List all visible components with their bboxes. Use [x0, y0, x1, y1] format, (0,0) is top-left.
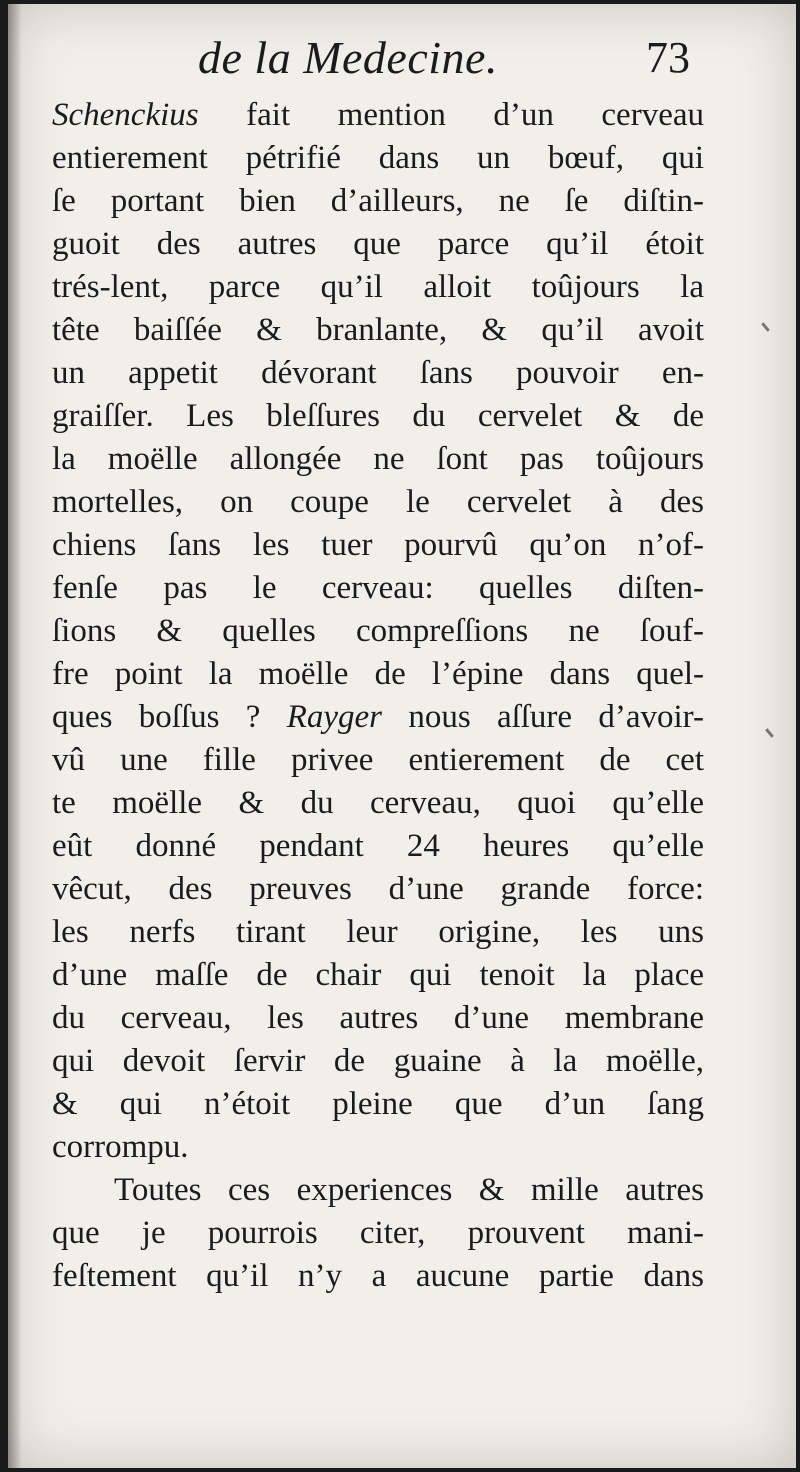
page-header: [8, 32, 796, 92]
text-line: du cerveau, les autres d’une membrane: [52, 1000, 704, 1036]
text-line: chiens ſans les tuer pourvû qu’on n’of-: [52, 527, 704, 563]
paragraph-2: [52, 1169, 704, 1298]
text-line-end: nous aſſure d’avoir-: [382, 699, 704, 735]
text-line: tête baiſſée & branlante, & qu’il avoit: [52, 312, 704, 348]
text-line: un appetit dévorant ſans pouvoir en-: [52, 355, 704, 391]
text-line-rest: fait mention d’un cerveau: [198, 97, 704, 133]
text-line: fre point la moëlle de l’épine dans quel-: [52, 656, 704, 692]
text-line: corrompu.: [52, 1129, 189, 1165]
page-gutter-shadow: [8, 4, 22, 1468]
ink-speck: [761, 322, 770, 332]
author-name-schenckius: Schenckius: [52, 97, 199, 133]
text-line: eût donné pendant 24 heures qu’elle: [52, 828, 704, 864]
text-line: que je pourrois citer, prouvent mani-: [52, 1215, 704, 1251]
page-number: 73: [646, 33, 690, 82]
text-line: feſtement qu’il n’y a aucune partie dans: [52, 1258, 704, 1294]
text-line: guoit des autres que parce qu’il étoit: [52, 226, 704, 262]
text-line: trés-lent, parce qu’il alloit toûjours la: [52, 269, 704, 305]
text-line: Toutes ces experiences & mille autres: [114, 1172, 704, 1208]
text-line: entierement pétrifié dans un bœuf, qui: [52, 140, 704, 176]
text-line: la moëlle allongée ne ſont pas toûjours: [52, 441, 704, 477]
text-line: les nerfs tirant leur origine, les uns: [52, 914, 704, 950]
text-line: fenſe pas le cerveau: quelles diſten-: [52, 570, 704, 606]
author-name-rayger: Rayger: [286, 699, 383, 735]
text-line: qui devoit ſervir de guaine à la moëlle,: [52, 1043, 704, 1079]
text-line: mortelles, on coupe le cervelet à des: [52, 484, 704, 520]
text-line: [52, 94, 704, 137]
paragraph-1: [52, 94, 704, 1169]
text-line: [52, 696, 704, 739]
running-title: de la Medecine.: [198, 32, 498, 83]
text-line-start: ques boſſus ?: [52, 699, 287, 735]
body-text: [52, 94, 704, 1298]
text-line: vû une fille privee entierement de cet: [52, 742, 704, 778]
ink-speck: [765, 728, 774, 738]
text-line: te moëlle & du cerveau, quoi qu’elle: [52, 785, 704, 821]
text-line: vêcut, des preuves d’une grande force:: [52, 871, 704, 907]
text-line: ſions & quelles compreſſions ne ſouf-: [52, 613, 704, 649]
book-page: [8, 4, 796, 1468]
text-line: ſe portant bien d’ailleurs, ne ſe diſtin-: [52, 183, 704, 219]
text-line: graiſſer. Les bleſſures du cervelet & de: [52, 398, 704, 434]
text-line: d’une maſſe de chair qui tenoit la place: [52, 957, 704, 993]
text-line: & qui n’étoit pleine que d’un ſang: [52, 1086, 704, 1122]
